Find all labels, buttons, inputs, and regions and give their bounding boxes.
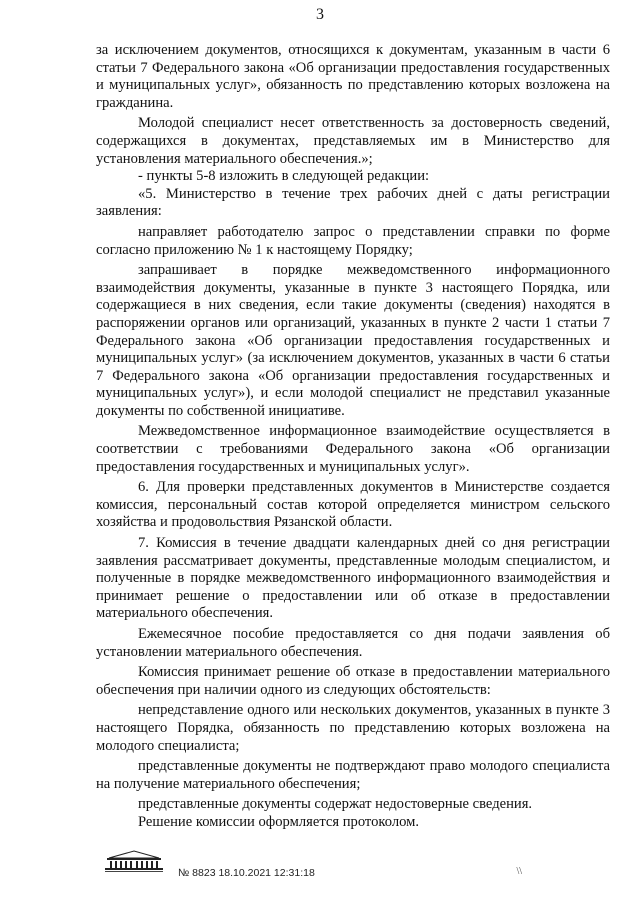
paragraph: представленные документы не подтверждают право молодого специалиста на получение материального обеспечения; — [96, 758, 610, 792]
registration-stamp: № 8823 18.10.2021 12:31:18 — [178, 867, 315, 879]
paragraph: 6. Для проверки представленных документов в Министерстве создается комиссия, персональный состав которой определяется министром сельского хозяйства и продовольствия Рязанской области. — [96, 479, 610, 531]
paragraph: направляет работодателю запрос о представлении справки по форме согласно приложению № 1 к настоящему Порядку; — [96, 223, 610, 258]
paragraph: 7. Комиссия в течение двадцати календарных дней со дня регистрации заявления рассматривает документы, представленные молодым специалистом, и полученные в порядке межведомственного информационного взаимодействия и принимает решение о предоставлении или об отказе в предоставлении материального обеспечения. — [96, 535, 610, 622]
document-body — [96, 42, 610, 832]
paragraph: запрашивает в порядке межведомственного информационного взаимодействия документы, указанные в пункте 3 настоящего Порядка, или содержащиеся в них сведения, если такие документы (сведения) находятся в распоряжении органов или организаций, указанных в пункте 2 части 1 статьи 7 Федерального закона «Об организации предоставления государственных и муниципальных услуг» (за исключением документов, указанных в части 6 статьи 7 Федерального закона «Об организации предоставления государственных и муниципальных услуг»), и если молодой специалист не представил указанные документы по собственной инициативе. — [96, 262, 610, 419]
paragraph: Ежемесячное пособие предоставляется со дня подачи заявления об установлении материального обеспечения. — [96, 626, 610, 660]
paragraph: Решение комиссии оформляется протоколом. — [138, 813, 420, 830]
paragraph: Молодой специалист несет ответственность за достоверность сведений, содержащихся в документах, представляемых им в Министерство для установления материального обеспечения.»; — [96, 115, 610, 167]
page-number: 3 — [316, 6, 324, 23]
paragraph: «5. Министерство в течение трех рабочих дней с даты регистрации заявления: — [96, 185, 610, 220]
paragraph: - пункты 5-8 изложить в следующей редакции: — [138, 168, 430, 185]
paragraph: за исключением документов, относящихся к документам, указанным в части 6 статьи 7 Федерального закона «Об организации предоставления государственных и муниципальных услуг», обязанность по представлению которых возложена на гражданина. — [96, 42, 610, 111]
paragraph: представленные документы содержат недостоверные сведения. — [138, 796, 533, 813]
paragraph: Межведомственное информационное взаимодействие осуществляется в соответствии с требованиями Федерального закона «Об организации предоставления государственных и муниципальных услуг». — [96, 423, 610, 475]
government-building-emblem-icon — [103, 848, 165, 874]
paragraph: Комиссия принимает решение об отказе в предоставлении материального обеспечения при наличии одного из следующих обстоятельств: — [96, 664, 610, 698]
paragraph: непредставление одного или нескольких документов, указанных в пункте 3 настоящего Порядка, обязанность по представлению которых возложена на молодого специалиста; — [96, 702, 610, 754]
scan-mark: \\ — [516, 866, 522, 877]
